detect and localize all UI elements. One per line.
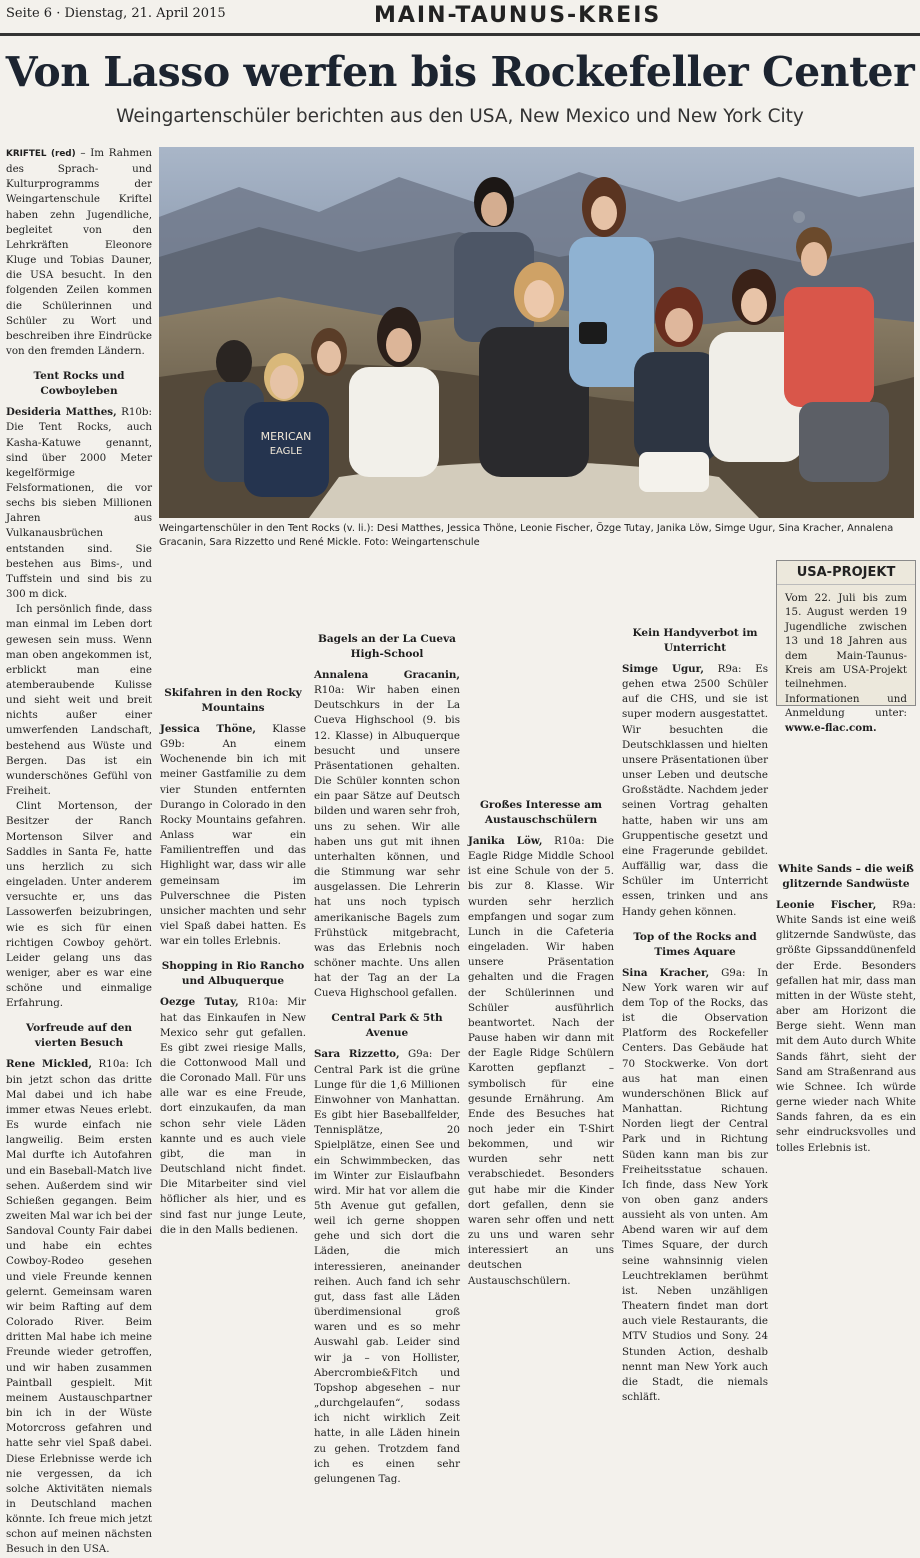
section-heading-vorfreude: Vorfreude auf den vierten Besuch [25, 1022, 133, 1050]
shopping-paragraph: Oezge Tutay, R10a: Mir hat das Einkaufen in New Mexico sehr gut gefallen. Es gibt zwei riesige Malls, die Cottonwood Mall und die Coronado Mall. Für uns alle war es eine Freude, dort einzukaufen, da man schon sehr viele Läden kannte und es auch viele gibt, die man in Deutschland nicht findet. Die Mitarbeiter sind viel höflicher als hier, und es sind fast nur junge Leute, die in den Malls bedienen. [160, 996, 306, 1236]
handyverbot-paragraph: Simge Ugur, R9a: Es gehen etwa 2500 Schüler auf die CHS, und sie ist super modern ausgestattet. Wir besuchten die Deutschklassen und hielten unsere Präsentationen über unser Leben und deutsche Großstädte. Nachdem jeder seinen Vortrag gehalten hatte, haben wir uns am Gruppentische gesetzt und eine Fragerunde gebildet. Auffällig war, dass die Schüler im Unterricht essen, trinken und ans Handy gehen können. [622, 663, 768, 918]
bagels-paragraph: Annalena Gracanin, R10a: Wir haben einen Deutschkurs in der La Cueva Highschool (9. bis 12. Klasse) in Albuquerque besucht und unsere Präsentationen gehalten. Die Schüler konnten schon ein paar Sätze auf Deutsch bilden und waren sehr froh, uns zu sehen. Wir alle haben uns gut mit ihnen unterhalten können, und die Stimmung war sehr ausgelassen. Die Lehrerin hat uns noch typisch amerikanische Bagels zum Frühstück mitgebracht, was das Erlebnis noch schöner machte. Uns allen hat der Tag an der La Cueva Highschool gefallen. [314, 669, 460, 1000]
photo-caption: Weingartenschüler in den Tent Rocks (v. li.): Desi Matthes, Jessica Thöne, Leonie Fischer, Özge Tutay, Janika Löw, Simge Ugur, Sina Kracher, Annalena Gracanin, Sara Rizzetto und René Mickle. Foto: Weingartenschule [159, 523, 894, 548]
skifahren-paragraph: Jessica Thöne, Klasse G9b: An einem Wochenende bin ich mit meiner Gastfamilie zu dem vier Stunden entfernten Durango in Colorado in den Rocky Mountains gefahren. Anlass war ein Familientreffen und das Highlight war, dass wir alle gemeinsam im Pulverschnee die Pisten unsicher machten und sehr viel Spaß dabei hatten. Es war ein tolles Erlebnis. [160, 723, 306, 948]
vorfreude-paragraph: Rene Mickled, R10a: Ich bin jetzt schon das dritte Mal dabei und ich habe immer etwas Neues erlebt. Es wurde einfach nie langweilig. Beim ersten Mal durfte ich Autofahren und ein Baseball-Match live sehen. Außerdem sind wir Schießen gegangen. Beim zweiten Mal war ich bei der Sandoval County Fair dabei und habe ein echtes Cowboy-Rodeo gesehen und viele Freunde kennen gelernt. Gemeinsam waren wir beim Rafting auf dem Colorado River. Beim dritten Mal habe ich meine Freunde wieder getroffen, und wir haben zusammen Paintball gespielt. Mit meinem Austauschpartner bin ich in der Wüste Motorcross gefahren und hatte sehr viel Spaß dabei. Diese Erlebnisse werde ich nie vergessen, da ich solche Aktivitäten niemals in Deutschland machen könnte. Ich freue mich jetzt schon auf meinen nächsten Besuch in den USA. [6, 1058, 152, 1556]
section-heading-bagels: Bagels an der La Cueva High-School [318, 633, 456, 660]
section-heading-skifahren: Skifahren in den Rocky Mountains [164, 687, 302, 714]
headline: Von Lasso werfen bis Rockefeller Center [5, 48, 915, 96]
header-rule [0, 33, 920, 36]
group-photo [159, 147, 914, 518]
usa-projekt-link[interactable]: www.e-flac.com. [785, 721, 877, 734]
tent-rocks-paragraph-2: Ich persönlich finde, dass man einmal im Leben dort gewesen sein muss. Wenn man oben angekommen ist, erblickt man eine atemberaubende Kulisse und sieht weit und breit nichts außer einer umwerfenden Landschaft, bestehend aus Wüste und Bergen. Das ist ein wunderschönes Gefühl von Freiheit. [6, 603, 152, 798]
column-5 [622, 562, 768, 1405]
white-sands-paragraph: Leonie Fischer, R9a: White Sands ist eine weiß glitzernde Sandwüste, das größte Gipssanddünenfeld der Erde. Besonders gefallen hat mir, dass man mitten in der Wüste steht, aber am Horizont die Berge sieht. Wenn man mit dem Auto durch White Sands fährt, sieht der Sand am Straßenrand aus wie Schnee. Ich würde gerne wieder nach White Sands fahren, da es ein sehr eindrucksvolles und tolles Erlebnis ist. [776, 899, 916, 1154]
usa-projekt-title: USA-PROJEKT [777, 561, 915, 585]
column-2 [160, 562, 306, 1238]
intro-dateline: KRIFTEL (red) [6, 149, 76, 159]
section-heading-top-of-the-rocks: Top of the Rocks and Times Aquare [633, 930, 757, 958]
austauschschueler-paragraph: Janika Löw, R10a: Die Eagle Ridge Middle School ist eine Schule von der 5. bis zur 8. Klasse. Wir wurden sehr herzlich empfangen und sogar zum Lunch in die Cafeteria eingeladen. Wir haben unsere Präsentation gehalten und die Fragen der Schülerinnen und Schüler ausführlich beantwortet. Nach der Pause haben wir dann mit der Eagle Ridge Schülern Karotten gepflanzt – symbolisch für eine gesunde Ernährung. Am Ende des Besuches hat noch jeder ein T-Shirt bekommen, und wir wurden sehr nett verabschiedet. Besonders gut habe mir die Kinder dort gefallen, denn sie waren sehr offen und nett zu uns und waren sehr interessiert an uns deutschen Austauschschülern. [468, 835, 614, 1287]
tent-rocks-paragraph-3: Clint Mortenson, der Besitzer der Ranch Mortenson Silver and Saddles in Santa Fe, hatte uns herzlich zu sich eingeladen. Unter anderem versuchte er, uns das Lassowerfen beizubringen, wie es sich für einen richtigen Cowboy gehört. Leider gelang uns das weniger, aber es war eine schöne und einmalige Erfahrung. [6, 800, 152, 1010]
column-1 [6, 146, 152, 1558]
section-heading-central-park: Central Park & 5th Avenue [331, 1012, 443, 1040]
section-heading-austauschschueler: Großes Interesse am Austauschschülern [479, 799, 603, 826]
section-title: MAIN-TAUNUS-KREIS [374, 3, 662, 28]
subheadline: Weingartenschüler berichten aus den USA, New Mexico und New York City [116, 106, 804, 127]
shirt-text-2: EAGLE [269, 446, 303, 457]
central-park-paragraph: Sara Rizzetto, G9a: Der Central Park ist die grüne Lunge für die 1,6 Millionen Einwohner von Manhattan. Es gibt hier Baseballfelder, Tennisplätze, 20 Spielplätze, einen See und ein Schwimmbecken, das im Winter zur Eislaufbahn wird. Mir hat vor allem die 5th Avenue gut gefallen, weil ich gerne shoppen gehe und sich dort die Läden, die mich interessieren, aneinander reihen. Auch fand ich sehr gut, dass fast alle Läden überdimensional groß waren und es so mehr Auswahl gab. Leider sind wir ja – von Hollister, Abercrombie&Fitch und Topshop abgesehen – nur „durchgelaufen“, sodass ich nicht wirklich Zeit hatte, in alle Läden hinein zu gehen. Trotzdem fand ich es einen sehr gelungenen Tag. [314, 1048, 460, 1485]
section-heading-shopping: Shopping in Rio Rancho und Albuquerque [161, 960, 305, 988]
section-heading-tent-rocks: Tent Rocks und Cowboyleben [33, 370, 125, 398]
column-6 [776, 712, 916, 1156]
intro-paragraph: KRIFTEL (red) – Im Rahmen des Sprach- und Kulturprogramms der Weingartenschule Kriftel haben zehn Jugendliche, begleitet von den Lehrkräften Eleonore Kluge und Tobias Dauner, die USA besucht. In den folgenden Zeilen kommen die Schülerinnen und Schüler zu Wort und beschreiben ihre Eindrücke von den fremden Ländern. [6, 147, 152, 358]
section-heading-white-sands: White Sands – die weiß glitzernde Sandwüste [778, 863, 914, 890]
shirt-text-1: MERICAN [260, 430, 312, 443]
usa-projekt-box [776, 560, 916, 734]
section-heading-handyverbot: Kein Handyverbot im Unterricht [632, 627, 758, 654]
tent-rocks-paragraph-1: Desideria Matthes, R10b: Die Tent Rocks, auch Kasha-Katuwe genannt, sind über 2000 Meter kegelförmige Felsformationen, die vor sechs bis sieben Millionen Jahren aus Vulkanausbrüchen entstanden sind. Sie bestehen aus Bims-, und Tuffstein und sind bis zu 300 m dick. [6, 406, 152, 601]
column-4 [468, 562, 614, 1289]
page-date-line: Seite 6 · Dienstag, 21. April 2015 [6, 6, 226, 21]
column-3 [314, 562, 460, 1487]
usa-projekt-text: Vom 22. Juli bis zum 15. August werden 19 Jugendliche zwischen 13 und 18 Jahren aus dem Main-Taunus-Kreis am USA-Projekt teilnehmen. Informationen und Anmeldung unter: www.e-flac.com. [785, 592, 907, 734]
top-of-the-rocks-paragraph: Sina Kracher, G9a: In New York waren wir auf dem Top of the Rocks, das ist die Observation Platform des Rockefeller Centers. Das Gebäude hat 70 Stockwerke. Von dort aus hat man einen wunderschönen Blick auf Manhattan. Richtung Norden liegt der Central Park und in Richtung Süden kann man bis zur Freiheitsstatue schauen. Ich finde, dass New York von oben ganz anders aussieht als von unten. Am Abend waren wir auf dem Times Square, der durch seine wahnsinnig vielen Leuchtreklamen berühmt ist. Neben unzähligen Theatern findet man dort auch viele Restaurants, die MTV Studios und Sony. 24 Stunden Action, deshalb nennt man New York auch die Stadt, die niemals schläft. [622, 966, 768, 1404]
